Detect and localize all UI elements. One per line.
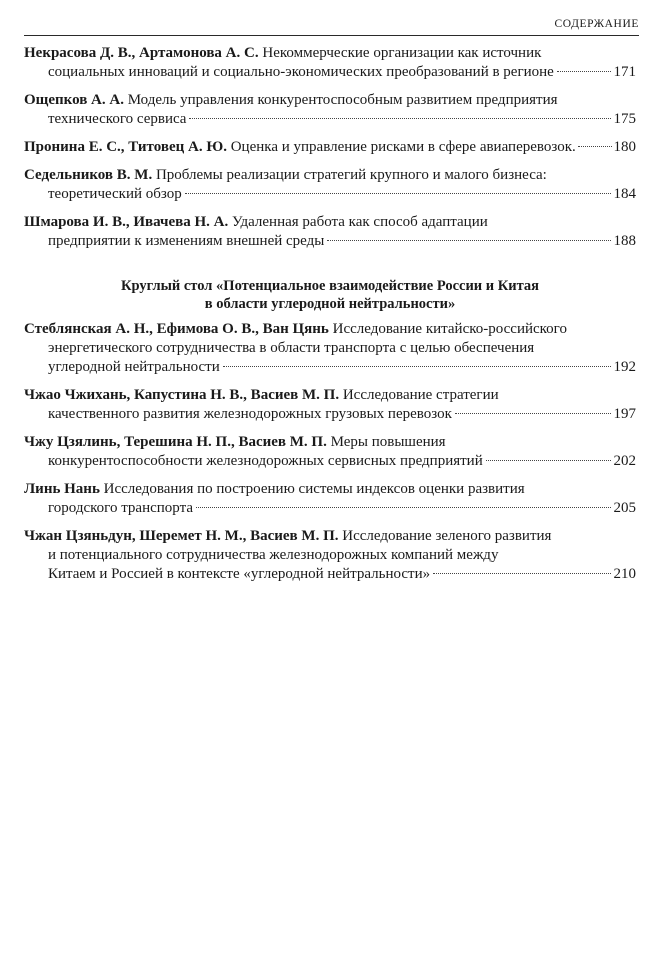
running-header xyxy=(24,18,639,36)
entry-title-end: углеродной нейтральности xyxy=(48,359,220,375)
entry-page-number: 205 xyxy=(613,500,636,516)
entry-last-line xyxy=(24,138,636,157)
entry-authors: Чжу Цзялинь, Терешина Н. П., Васиев М. П. xyxy=(24,434,327,450)
entry-title-end: качественного развития железнодорожных грузовых перевозок xyxy=(48,406,452,422)
dot-leader xyxy=(557,71,611,72)
entry-title-end: Китаем и Россией в контексте «углеродной нейтральности» xyxy=(48,566,431,582)
section-heading-line: Круглый стол «Потенциальное взаимодействие России и Китая xyxy=(120,278,540,294)
dot-leader xyxy=(455,413,611,414)
entry-first-line xyxy=(24,320,636,339)
entry-last-line xyxy=(24,499,636,518)
entry-page-number: 210 xyxy=(613,566,636,582)
toc-entry xyxy=(24,527,636,584)
toc-entry xyxy=(24,138,636,157)
entry-authors: Пронина Е. С., Титовец А. Ю. xyxy=(24,139,227,155)
entry-last-line xyxy=(24,405,636,424)
entry-page-number: 184 xyxy=(613,186,636,202)
dot-leader xyxy=(196,507,611,508)
dot-leader xyxy=(578,146,612,147)
toc-entry xyxy=(24,166,636,204)
entry-page-number: 192 xyxy=(613,359,636,375)
entry-title: Исследование стратегии xyxy=(342,387,499,403)
entry-page-number: 188 xyxy=(613,233,636,249)
entry-page-number: 202 xyxy=(613,453,636,469)
entry-title: Модель управления конкурентоспособным развитием предприятия xyxy=(127,92,558,108)
entry-title-end: технического сервиса xyxy=(48,111,187,127)
dot-leader xyxy=(185,193,611,194)
entry-last-line xyxy=(24,110,636,129)
entry-last-line xyxy=(24,358,636,377)
entry-title: Исследование зеленого развития xyxy=(342,528,552,544)
entry-last-line xyxy=(24,63,636,82)
entry-title-end: предприятии к изменениям внешней среды xyxy=(48,233,325,249)
entry-authors: Линь Нань xyxy=(24,481,100,497)
entry-continuation-line: и потенциального сотрудничества железнодорожных компаний между xyxy=(48,547,499,563)
dot-leader xyxy=(223,366,611,367)
entry-first-line xyxy=(24,480,636,499)
entry-last-line xyxy=(24,565,636,584)
entry-authors: Чжао Чжихань, Капустина Н. В., Васиев М. П. xyxy=(24,387,340,403)
entry-title: Исследования по построению системы индексов оценки развития xyxy=(103,481,525,497)
dot-leader xyxy=(327,240,610,241)
entry-title: Удаленная работа как способ адаптации xyxy=(231,214,488,230)
entry-continuation-line: энергетического сотрудничества в области транспорта с целью обеспечения xyxy=(48,340,535,356)
entry-first-line xyxy=(24,213,636,232)
entry-authors: Некрасова Д. В., Артамонова А. С. xyxy=(24,45,259,61)
entry-page-number: 180 xyxy=(613,139,636,155)
section-heading-line: в области углеродной нейтральности» xyxy=(204,296,456,312)
dot-leader xyxy=(433,573,610,574)
toc-entry xyxy=(24,320,636,377)
section-heading xyxy=(24,277,636,313)
toc-entry xyxy=(24,386,636,424)
entry-first-line xyxy=(24,527,636,546)
entry-page-number: 175 xyxy=(613,111,636,127)
entry-title: Проблемы реализации стратегий крупного и малого бизнеса: xyxy=(155,167,547,183)
entry-title-end: социальных инноваций и социально-экономических преобразований в регионе xyxy=(48,64,554,80)
entry-title: Оценка и управление рисками в сфере авиаперевозок. xyxy=(230,139,576,155)
entry-last-line xyxy=(24,452,636,471)
entry-title-end: городского транспорта xyxy=(48,500,193,516)
entry-authors: Стеблянская А. Н., Ефимова О. В., Ван Цянь xyxy=(24,321,329,337)
entry-last-line xyxy=(24,185,636,204)
toc-entry xyxy=(24,433,636,471)
entry-page-number: 197 xyxy=(613,406,636,422)
entry-title: Меры повышения xyxy=(330,434,446,450)
toc-entry xyxy=(24,91,636,129)
entry-authors: Чжан Цзяньдун, Шеремет Н. М., Васиев М. П. xyxy=(24,528,339,544)
entry-first-line xyxy=(24,91,636,110)
entry-title-end: теоретический обзор xyxy=(48,186,182,202)
dot-leader xyxy=(189,118,610,119)
entry-first-line xyxy=(24,44,636,63)
entry-page-number: 171 xyxy=(613,64,636,80)
entry-title: Исследование китайско-российского xyxy=(332,321,567,337)
toc-entry xyxy=(24,44,636,82)
entry-authors: Ощепков А. А. xyxy=(24,92,124,108)
table-of-contents xyxy=(24,44,636,593)
entry-title: Некоммерческие организации как источник xyxy=(262,45,542,61)
entry-authors: Шмарова И. В., Ивачева Н. А. xyxy=(24,214,229,230)
entry-title-end xyxy=(24,138,576,157)
header-title: СОДЕРЖАНИЕ xyxy=(554,18,639,30)
entry-first-line xyxy=(24,433,636,452)
entry-authors: Седельников В. М. xyxy=(24,167,153,183)
dot-leader xyxy=(486,460,611,461)
entry-first-line xyxy=(24,166,636,185)
entry-first-line xyxy=(24,386,636,405)
entry-last-line xyxy=(24,232,636,251)
toc-entry xyxy=(24,480,636,518)
toc-entry xyxy=(24,213,636,251)
entry-title-end: конкурентоспособности железнодорожных сервисных предприятий xyxy=(48,453,483,469)
